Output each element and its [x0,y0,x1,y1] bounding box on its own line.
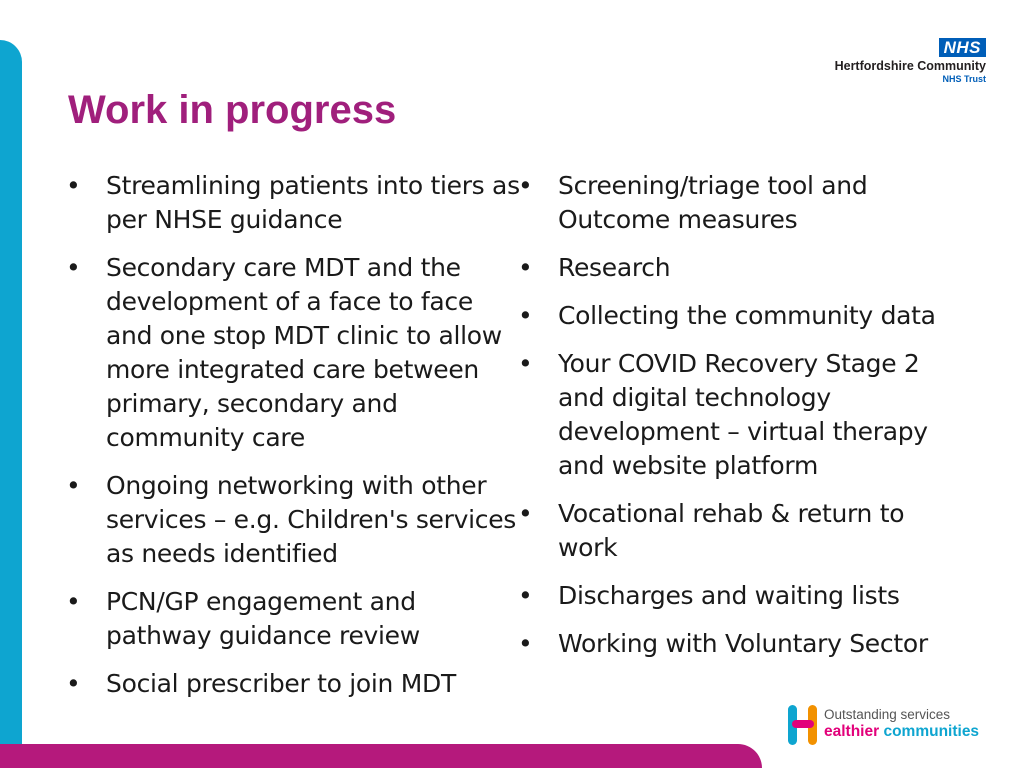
nhs-organisation-name: Hertfordshire Community [834,59,986,73]
list-item-text: Secondary care MDT and the development of a face to face and one stop MDT clinic to allow more integrated care between primary, secondary and community care [106,253,502,452]
list-item [518,299,968,333]
bullet-icon: • [518,301,533,330]
list-item-text: Screening/triage tool and Outcome measures [558,171,868,234]
list-item [518,347,968,483]
bullet-icon: • [66,471,81,500]
left-accent-bar [0,40,22,768]
list-item-text: Working with Voluntary Sector [558,629,928,658]
footer-word-communities: communities [883,723,980,740]
bullet-icon: • [66,253,81,282]
bottom-accent-bar [0,744,762,768]
list-item [518,627,968,661]
slide-title: Work in progress [68,88,397,132]
bullet-icon: • [66,587,81,616]
footer-logo [786,703,996,747]
list-item [518,251,968,285]
h-logo-icon [786,703,822,747]
footer-word-healthier: ealthier [824,723,880,740]
nhs-badge: NHS [939,38,986,57]
list-item-text: Your COVID Recovery Stage 2 and digital technology development – virtual therapy and website platform [558,349,928,480]
list-item-text: Ongoing networking with other services – e.g. Children's services as needs identified [106,471,516,568]
bullet-icon: • [518,171,533,200]
bullet-icon: • [518,349,533,378]
list-item-text: Streamlining patients into tiers as per NHSE guidance [106,171,520,234]
bullet-icon: • [66,669,81,698]
right-bullet-list [518,169,968,675]
list-item [66,667,526,701]
list-item-text: Vocational rehab & return to work [558,499,905,562]
list-item [518,497,968,565]
list-item [66,169,526,237]
bullet-icon: • [518,629,533,658]
footer-slogan-line1: Outstanding services [824,707,951,722]
list-item-text: Discharges and waiting lists [558,581,900,610]
list-item [66,251,526,455]
list-item [66,469,526,571]
list-item [66,585,526,653]
bullet-icon: • [66,171,81,200]
footer-slogan-line2 [824,723,979,741]
left-bullet-list [66,169,526,715]
bullet-icon: • [518,253,533,282]
nhs-logo [835,38,986,84]
bullet-icon: • [518,499,533,528]
list-item [518,169,968,237]
footer-text [824,707,979,741]
list-item-text: Social prescriber to join MDT [106,669,456,698]
list-item-text: Collecting the community data [558,301,936,330]
list-item-text: PCN/GP engagement and pathway guidance review [106,587,420,650]
list-item [518,579,968,613]
nhs-trust-label: NHS Trust [942,74,986,84]
list-item-text: Research [558,253,671,282]
bullet-icon: • [518,581,533,610]
